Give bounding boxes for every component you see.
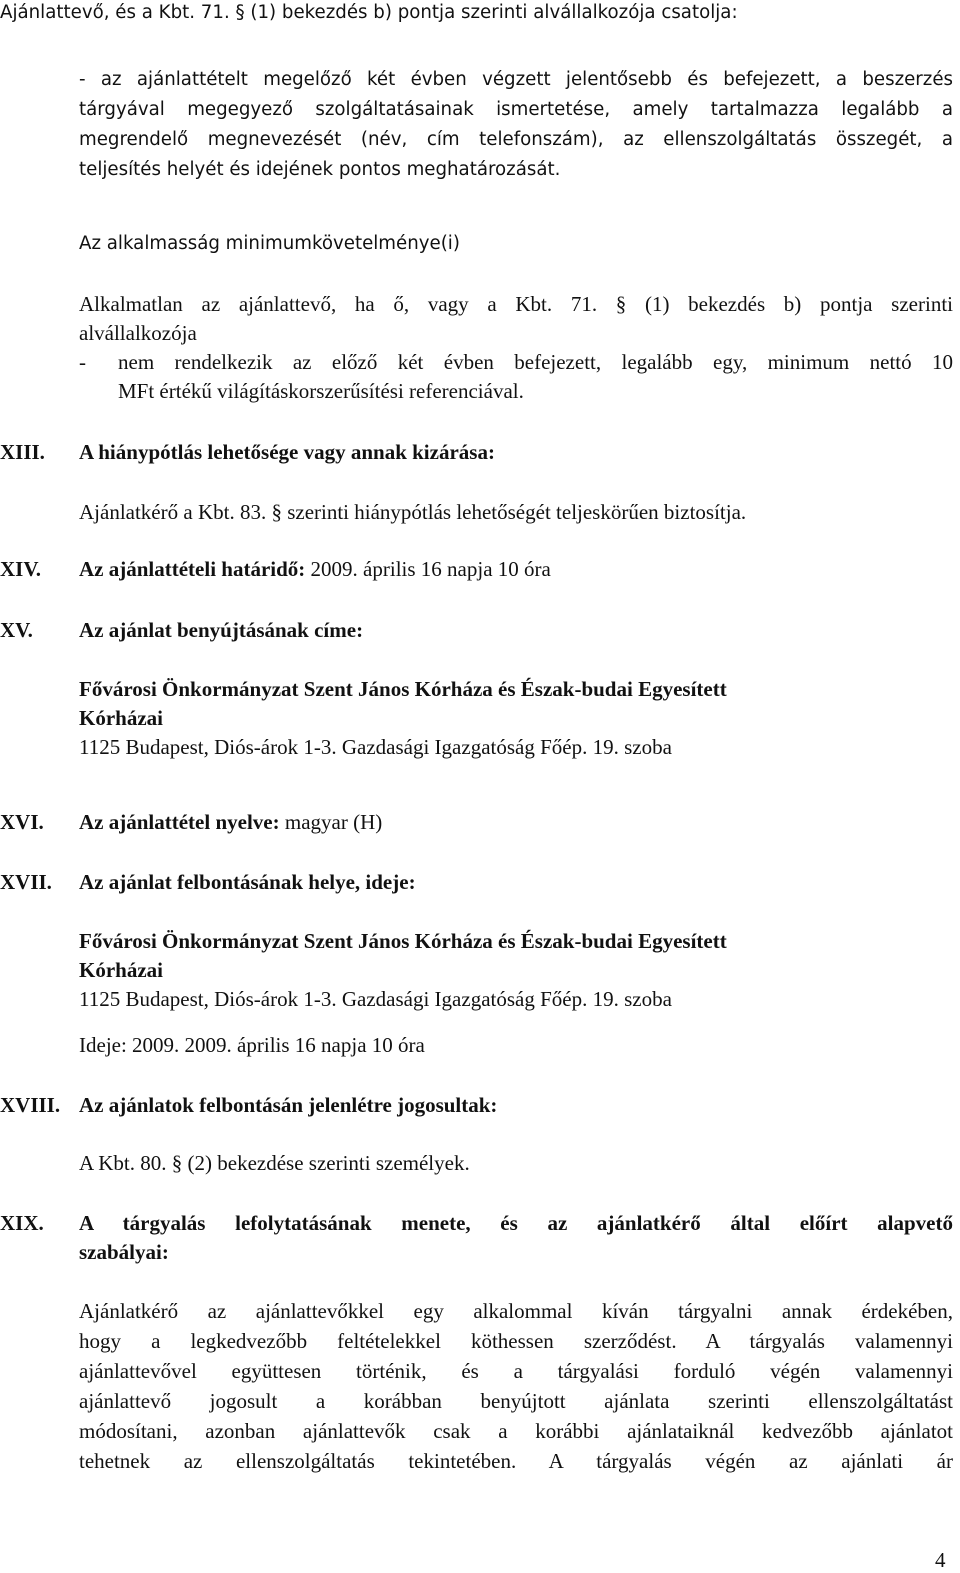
document-page: Ajánlattevő, és a Kbt. 71. § (1) bekezdés b) pontja szerinti alvállalkozója csatolja: - az ajánlattételt megelőző két évben végzett jelentősebb és befejezett, a beszerzés tárgyával megegyező szolgáltatásainak ismertetése, amely tartalmazza legalább a megrendelő megnevezését (név, cím telefonszám), az ellenszolgáltatás összegét, a teljesítés helyét és idejének pontos meghatározását. Az alkalmasság minimumkövetelménye(i) Alkalmatlan az ajánlattevő, ha ő, vagy a Kbt. 71. § (1) bekezdés b) pontja szerinti alvállalkozója - nem rendelkezik az előző két évben befejezett, legalább egy, minimum nettó 10 MFt értékű világításkorszerűsítési referenciával. XIII. A hiánypótlás lehetősége vagy annak kizárása: Ajánlatkérő a Kbt. 83. § szerinti hiánypótlás lehetőségét teljeskörűen biztosítja. XIV. Az ajánlattételi határidő: 2009. április 16 napja 10 óra XV. Az ajánlat benyújtásának címe: Fővárosi Önkormányzat Szent János Kórháza és Észak-budai Egyesített Kórházai 1125 Budapest, Diós-árok 1-3. Gazdasági Igazgatóság Főép. 19. szoba XVI. Az ajánlattétel nyelve: magyar (H) XVII. Az ajánlat felbontásának helye, ideje: Fővárosi Önkormányzat Szent János Kórháza és Észak-budai Egyesített Kórházai 1125 Budapest, Diós-árok 1-3. Gazdasági Igazgatóság Főép. 19. szoba Ideje: 2009. 2009. április 16 napja 10 óra XVIII. Az ajánlatok felbontásán jelenlétre jogosultak: A Kbt. 80. § (2) bekezdése szerinti személyek. XIX. A tárgyalás lefolytatásának menete, és az ajánlatkérő által előírt alapvető szabályai: Ajánlatkérő az ajánlattevőkkel egy alkalommal kíván tárgyalni annak érdekében, hogy a legkedvezőbb feltételekkel köthessen szerződést. A tárgyalás valamennyi ajánlattevővel együttesen történik, és a tárgyalási forduló végén valamennyi ajánlattevő jogosult a korábban benyújtott ajánlata szerinti ellenszolgáltatást módosítani, azonban ajánlattevők csak a korábbi ajánlataiknál kedvezőbb ajánlatot tehetnek az ellenszolgáltatás tekintetében. A tárgyalás végén az ajánlati ár 4 — [0, 2, 953, 1572]
bullet-dash: - — [79, 350, 86, 374]
top-line-text: Ajánlattevő, és a Kbt. 71. § (1) bekezdés b) pontja szerinti alvállalkozója csatolja: — [0, 2, 738, 23]
page-number: 4 — [935, 1548, 946, 1572]
